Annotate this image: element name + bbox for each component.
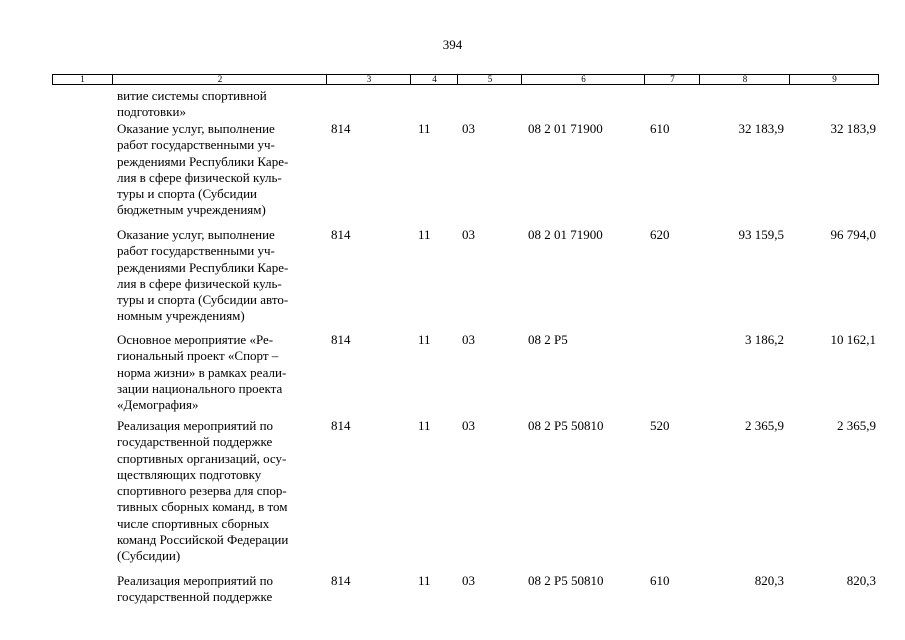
header-cell-3: 3 bbox=[326, 75, 411, 84]
cell-subsection: 03 bbox=[462, 573, 475, 588]
name-line: Оказание услуг, выполнение bbox=[117, 121, 275, 136]
name-line: работ государственными уч- bbox=[117, 137, 275, 153]
name-line: команд Российской Федерации bbox=[117, 532, 289, 548]
cell-target-article: 08 2 P5 bbox=[528, 332, 568, 347]
cell-ministry-code: 814 bbox=[331, 332, 351, 347]
name-line: числе спортивных сборных bbox=[117, 515, 270, 531]
name-line: ществляющих подготовку bbox=[117, 466, 262, 482]
cell-expense-type: 610 bbox=[650, 121, 670, 136]
name-line: туры и спорта (Субсидии авто- bbox=[117, 292, 289, 308]
cell-target-article: 08 2 P5 50810 bbox=[528, 418, 604, 433]
cell-ministry-code: 814 bbox=[331, 573, 351, 588]
name-line: реждениями Республики Каре- bbox=[117, 153, 289, 169]
header-cell-8: 8 bbox=[699, 75, 790, 84]
column-number-header bbox=[52, 74, 879, 85]
cell-section: 11 bbox=[418, 121, 431, 136]
name-line: норма жизни» в рамках реали- bbox=[117, 364, 287, 380]
name-line: туры и спорта (Субсидии bbox=[117, 186, 257, 202]
name-line: Реализация мероприятий по bbox=[117, 573, 274, 588]
row-name bbox=[117, 121, 329, 219]
name-line: подготовки» bbox=[117, 104, 186, 120]
name-line: реждениями Республики Каре- bbox=[117, 259, 289, 275]
cell-amount-2: 32 183,9 bbox=[830, 121, 876, 136]
header-cell-5: 5 bbox=[457, 75, 522, 84]
name-line: Основное мероприятие «Ре- bbox=[117, 332, 274, 347]
cell-expense-type: 620 bbox=[650, 227, 670, 242]
cell-expense-type: 520 bbox=[650, 418, 670, 433]
cell-amount-2: 2 365,9 bbox=[837, 418, 876, 433]
cell-amount-1: 2 365,9 bbox=[745, 418, 784, 433]
cell-section: 11 bbox=[418, 418, 431, 433]
cell-amount-1: 93 159,5 bbox=[738, 227, 784, 242]
name-line: витие системы спортивной bbox=[117, 88, 267, 103]
name-line: государственной поддержке bbox=[117, 589, 273, 605]
cell-amount-2: 10 162,1 bbox=[830, 332, 876, 347]
name-line: Реализация мероприятий по bbox=[117, 418, 274, 433]
cell-amount-1: 3 186,2 bbox=[745, 332, 784, 347]
cell-section: 11 bbox=[418, 332, 431, 347]
name-line: лия в сфере физической куль- bbox=[117, 275, 282, 291]
header-cell-9: 9 bbox=[789, 75, 879, 84]
cell-target-article: 08 2 01 71900 bbox=[528, 121, 603, 136]
name-line: государственной поддержке bbox=[117, 434, 273, 450]
name-line: бюджетным учреждениям) bbox=[117, 202, 266, 218]
row-name bbox=[117, 573, 329, 606]
header-cell-2: 2 bbox=[112, 75, 327, 84]
cell-section: 11 bbox=[418, 227, 431, 242]
cell-subsection: 03 bbox=[462, 332, 475, 347]
row-name bbox=[117, 88, 329, 121]
cell-subsection: 03 bbox=[462, 418, 475, 433]
name-line: гиональный проект «Спорт – bbox=[117, 348, 279, 364]
header-cell-4: 4 bbox=[410, 75, 458, 84]
cell-amount-1: 32 183,9 bbox=[738, 121, 784, 136]
cell-target-article: 08 2 P5 50810 bbox=[528, 573, 604, 588]
header-cell-6: 6 bbox=[521, 75, 645, 84]
row-name bbox=[117, 332, 329, 413]
cell-subsection: 03 bbox=[462, 121, 475, 136]
name-line: Оказание услуг, выполнение bbox=[117, 227, 275, 242]
cell-amount-1: 820,3 bbox=[754, 573, 784, 588]
cell-expense-type: 610 bbox=[650, 573, 670, 588]
name-line: лия в сфере физической куль- bbox=[117, 169, 282, 185]
cell-amount-2: 96 794,0 bbox=[830, 227, 876, 242]
cell-subsection: 03 bbox=[462, 227, 475, 242]
row-name bbox=[117, 418, 329, 565]
cell-ministry-code: 814 bbox=[331, 121, 351, 136]
name-line: (Субсидии) bbox=[117, 548, 181, 564]
name-line: работ государственными уч- bbox=[117, 243, 275, 259]
row-name bbox=[117, 227, 329, 325]
name-line: номным учреждениям) bbox=[117, 308, 245, 324]
cell-ministry-code: 814 bbox=[331, 418, 351, 433]
name-line: тивных сборных команд, в том bbox=[117, 499, 288, 515]
cell-section: 11 bbox=[418, 573, 431, 588]
name-line: зации национального проекта bbox=[117, 380, 283, 396]
name-line: «Демография» bbox=[117, 397, 199, 413]
name-line: спортивного резерва для спор- bbox=[117, 483, 287, 499]
cell-ministry-code: 814 bbox=[331, 227, 351, 242]
cell-target-article: 08 2 01 71900 bbox=[528, 227, 603, 242]
header-cell-7: 7 bbox=[644, 75, 700, 84]
name-line: спортивных организаций, осу- bbox=[117, 450, 287, 466]
header-cell-1: 1 bbox=[80, 74, 85, 84]
cell-amount-2: 820,3 bbox=[846, 573, 876, 588]
page-number: 394 bbox=[442, 37, 463, 52]
